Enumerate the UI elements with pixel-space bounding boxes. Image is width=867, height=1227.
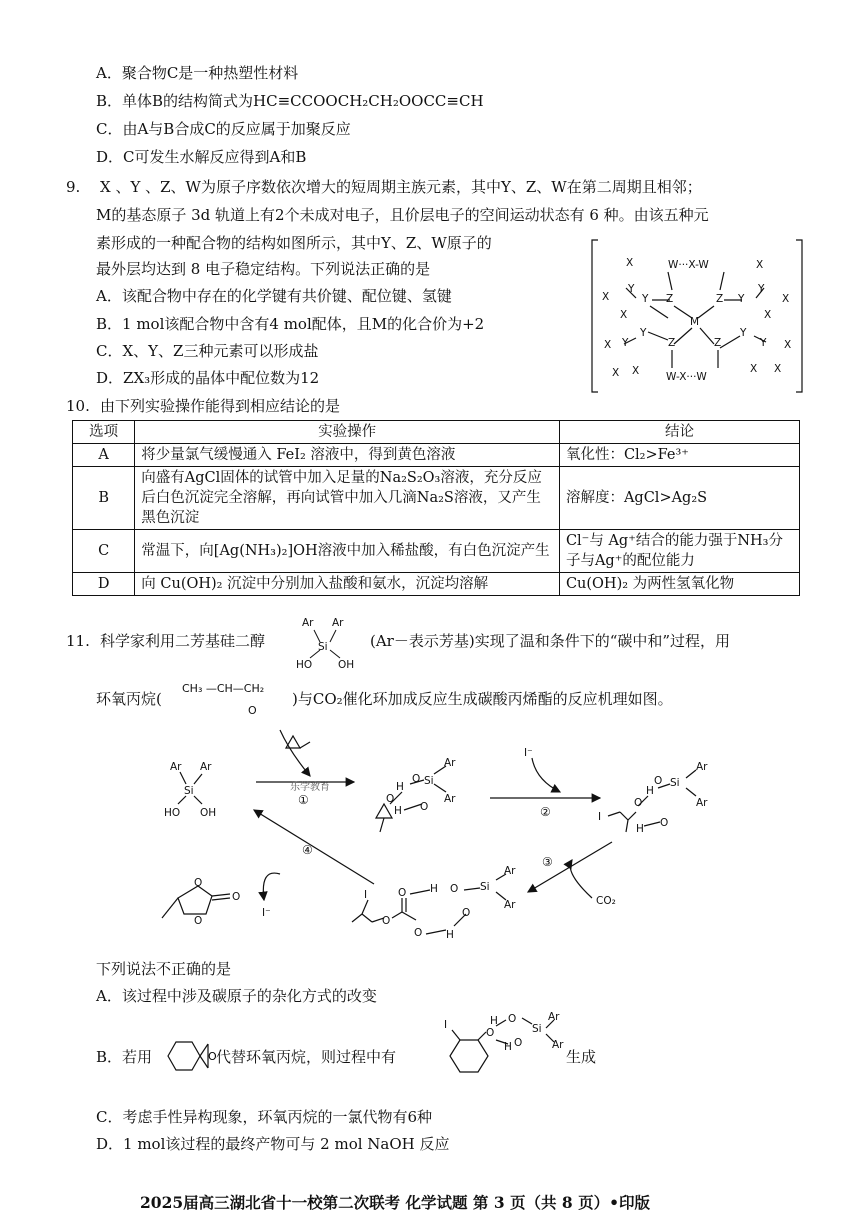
svg-text:O: O bbox=[382, 915, 391, 927]
q11-option-a: A．该过程中涉及碳原子的杂化方式的改变 bbox=[96, 987, 377, 1005]
svg-text:O: O bbox=[194, 877, 203, 889]
svg-text:Z: Z bbox=[716, 293, 724, 305]
table-row: A 将少量氯气缓慢通入 FeI₂ 溶液中，得到黄色溶液 氧化性：Cl₂>Fe³⁺ bbox=[73, 444, 800, 467]
diaryl-silanediol-structure bbox=[290, 612, 370, 672]
svg-text:O: O bbox=[194, 915, 203, 927]
svg-text:Ar: Ar bbox=[504, 899, 516, 911]
svg-text:Ar: Ar bbox=[552, 1039, 564, 1051]
svg-text:X: X bbox=[602, 291, 610, 303]
step-4-label: ④ bbox=[302, 843, 313, 857]
svg-text:Si: Si bbox=[424, 775, 434, 787]
svg-text:I: I bbox=[598, 811, 602, 823]
svg-text:OH: OH bbox=[200, 807, 217, 819]
svg-text:O: O bbox=[462, 907, 471, 919]
svg-text:H: H bbox=[394, 805, 402, 817]
svg-text:X: X bbox=[784, 339, 792, 351]
q9-label-w-bottom: W-X···W bbox=[666, 371, 707, 383]
svg-text:Y: Y bbox=[640, 327, 647, 339]
iodide-leaving: I⁻ bbox=[262, 907, 271, 919]
step-2-label: ② bbox=[540, 805, 551, 819]
svg-text:O: O bbox=[634, 797, 643, 809]
svg-text:Ar: Ar bbox=[696, 761, 708, 773]
svg-text:H: H bbox=[636, 823, 644, 835]
svg-text:I: I bbox=[364, 889, 368, 901]
table-row: C 常温下，向[Ag(NH₃)₂]OH溶液中加入稀盐酸，有白色沉淀产生 Cl⁻与 Ag⁺结合的能力强于NH₃分子与Ag⁺的配位能力 bbox=[73, 530, 800, 573]
q11-option-b-part3: 生成 bbox=[566, 1048, 597, 1066]
svg-text:Ar: Ar bbox=[444, 757, 456, 769]
q11-option-c: C．考虑手性异构现象，环氧丙烷的一氯代物有6种 bbox=[96, 1108, 433, 1126]
q9-label-w-top: W···X-W bbox=[668, 259, 709, 271]
q9-stem-line2: M的基态原子 3d 轨道上有2个未成对电子，且价层电子的空间运动状态有 6 种。由该五种元 bbox=[96, 206, 709, 224]
svg-text:X: X bbox=[774, 363, 782, 375]
svg-text:Y: Y bbox=[758, 283, 765, 295]
svg-text:O: O bbox=[412, 773, 421, 785]
q8-option-c: C．由A与B合成C的反应属于加聚反应 bbox=[96, 120, 351, 138]
svg-text:Y: Y bbox=[642, 293, 649, 305]
svg-text:Y: Y bbox=[738, 293, 745, 305]
svg-text:OH: OH bbox=[338, 659, 355, 671]
svg-text:O: O bbox=[232, 891, 241, 903]
svg-text:Si: Si bbox=[532, 1023, 542, 1035]
svg-text:Y: Y bbox=[740, 327, 747, 339]
q11-option-b-part2: 代替环氧丙烷，则过程中有 bbox=[216, 1048, 397, 1066]
svg-text:X: X bbox=[632, 365, 640, 377]
svg-text:X: X bbox=[750, 363, 758, 375]
table-row: B 向盛有AgCl固体的试管中加入足量的Na₂S₂O₃溶液，充分反应后白色沉淀完全溶解，再向试管中加入几滴Na₂S溶液，又产生黑色沉淀 溶解度：AgCl>Ag₂S bbox=[73, 467, 800, 530]
svg-text:X: X bbox=[620, 309, 628, 321]
svg-text:Si: Si bbox=[670, 777, 680, 789]
svg-text:X: X bbox=[626, 257, 634, 269]
svg-text:O: O bbox=[386, 793, 395, 805]
svg-text:Y: Y bbox=[628, 283, 635, 295]
svg-text:X: X bbox=[604, 339, 612, 351]
q9-stem-line1: X 、Y 、Z、W为原子序数依次增大的短周期主族元素，其中Y、Z、W在第二周期且相邻； bbox=[100, 178, 702, 196]
svg-text:O: O bbox=[508, 1013, 517, 1025]
svg-text:H: H bbox=[430, 883, 438, 895]
q8-option-d: D．C可发生水解反应得到A和B bbox=[96, 148, 307, 166]
svg-text:O: O bbox=[660, 817, 669, 829]
svg-text:O: O bbox=[514, 1037, 523, 1049]
svg-text:H: H bbox=[396, 781, 404, 793]
svg-text:Si: Si bbox=[480, 881, 490, 893]
svg-text:Y: Y bbox=[622, 337, 629, 349]
q9-option-a: A．该配合物中存在的化学键有共价键、配位键、氢键 bbox=[96, 287, 452, 305]
svg-text:Ar: Ar bbox=[696, 797, 708, 809]
svg-text:Z: Z bbox=[714, 337, 722, 349]
table-header-row bbox=[73, 421, 800, 444]
svg-text:X: X bbox=[612, 367, 620, 379]
svg-text:Si: Si bbox=[184, 785, 194, 797]
col-header-option: 选项 bbox=[73, 421, 135, 444]
q11-stem-line2b: )与CO₂催化环加成反应生成碳酸丙烯酯的反应机理如图。 bbox=[292, 690, 673, 708]
svg-text:Ar: Ar bbox=[444, 793, 456, 805]
svg-text:Si: Si bbox=[318, 641, 328, 653]
svg-text:O: O bbox=[414, 927, 423, 939]
q11-stem-line2a: 环氧丙烷( bbox=[96, 690, 162, 708]
svg-text:H: H bbox=[504, 1041, 512, 1053]
svg-text:O: O bbox=[208, 1050, 217, 1063]
svg-text:O: O bbox=[450, 883, 459, 895]
svg-text:X: X bbox=[782, 293, 790, 305]
q9-label-m: M bbox=[690, 316, 700, 328]
svg-text:Ar: Ar bbox=[504, 865, 516, 877]
cyclohexene-oxide-structure bbox=[158, 1032, 218, 1080]
svg-text:Z: Z bbox=[666, 293, 674, 305]
epoxide-oxygen: O bbox=[248, 704, 257, 717]
iodo-cyclohexanol-intermediate bbox=[438, 1010, 568, 1090]
q11-option-b-part1: B．若用 bbox=[96, 1048, 153, 1066]
q9-option-c: C．X、Y、Z三种元素可以形成盐 bbox=[96, 342, 319, 360]
q11-number: 11. bbox=[66, 632, 90, 650]
svg-text:Ar: Ar bbox=[170, 761, 182, 773]
svg-text:X: X bbox=[764, 309, 772, 321]
svg-text:Ar: Ar bbox=[302, 617, 314, 629]
q8-option-b: B．单体B的结构简式为HC≡CCOOCH₂CH₂OOCC≡CH bbox=[96, 92, 484, 110]
col-header-operation: 实验操作 bbox=[135, 421, 560, 444]
q9-stem-line3: 素形成的一种配合物的结构如图所示，其中Y、Z、W原子的 bbox=[96, 234, 492, 252]
q11-stem-part2: (Ar－表示芳基)实现了温和条件下的“碳中和”过程，用 bbox=[370, 632, 731, 650]
q9-option-d: D．ZX₃形成的晶体中配位数为12 bbox=[96, 369, 320, 387]
q8-option-a: A．聚合物C是一种热塑性材料 bbox=[96, 64, 299, 82]
step-1-label: ① bbox=[298, 793, 309, 807]
svg-text:HO: HO bbox=[296, 659, 313, 671]
iodide-reagent: I⁻ bbox=[524, 747, 533, 759]
svg-text:O: O bbox=[420, 801, 429, 813]
q9-number: 9. bbox=[66, 178, 81, 196]
step-3-label: ③ bbox=[542, 855, 553, 869]
q10-number: 10. bbox=[66, 397, 90, 415]
q10-table bbox=[72, 420, 800, 596]
epoxide-formula: CH₃ —CH—CH₂ bbox=[182, 682, 265, 695]
svg-text:Z: Z bbox=[668, 337, 676, 349]
svg-text:O: O bbox=[398, 887, 407, 899]
svg-text:Ar: Ar bbox=[548, 1011, 560, 1023]
svg-text:H: H bbox=[646, 785, 654, 797]
svg-text:X: X bbox=[756, 259, 764, 271]
q11-stem-part1: 科学家利用二芳基硅二醇 bbox=[100, 632, 266, 650]
svg-text:Y: Y bbox=[760, 337, 767, 349]
svg-text:I: I bbox=[444, 1019, 448, 1031]
watermark: 乐学教育 bbox=[290, 782, 330, 793]
page-footer: 2025届高三湖北省十一校第二次联考 化学试题 第 3 页（共 8 页）•印版 bbox=[140, 1193, 650, 1212]
svg-text:O: O bbox=[486, 1027, 495, 1039]
q11-mechanism-diagram bbox=[140, 722, 740, 947]
svg-text:H: H bbox=[446, 929, 454, 941]
q9-complex-figure bbox=[588, 232, 808, 400]
q9-stem-line4: 最外层均达到 8 电子稳定结构。下列说法正确的是 bbox=[96, 260, 431, 278]
q11-option-d: D．1 mol该过程的最终产物可与 2 mol NaOH 反应 bbox=[96, 1135, 450, 1153]
svg-text:Ar: Ar bbox=[200, 761, 212, 773]
table-row: D 向 Cu(OH)₂ 沉淀中分别加入盐酸和氨水，沉淀均溶解 Cu(OH)₂ 为两性氢氧化物 bbox=[73, 573, 800, 596]
svg-text:O: O bbox=[654, 775, 663, 787]
col-header-conclusion: 结论 bbox=[559, 421, 799, 444]
co2-reagent: CO₂ bbox=[596, 895, 616, 907]
svg-text:Ar: Ar bbox=[332, 617, 344, 629]
q10-stem: 由下列实验操作能得到相应结论的是 bbox=[100, 397, 341, 415]
svg-text:H: H bbox=[490, 1015, 498, 1027]
svg-text:HO: HO bbox=[164, 807, 181, 819]
q11-question: 下列说法不正确的是 bbox=[96, 960, 232, 978]
q9-option-b: B．1 mol该配合物中含有4 mol配体，且M的化合价为+2 bbox=[96, 315, 485, 333]
